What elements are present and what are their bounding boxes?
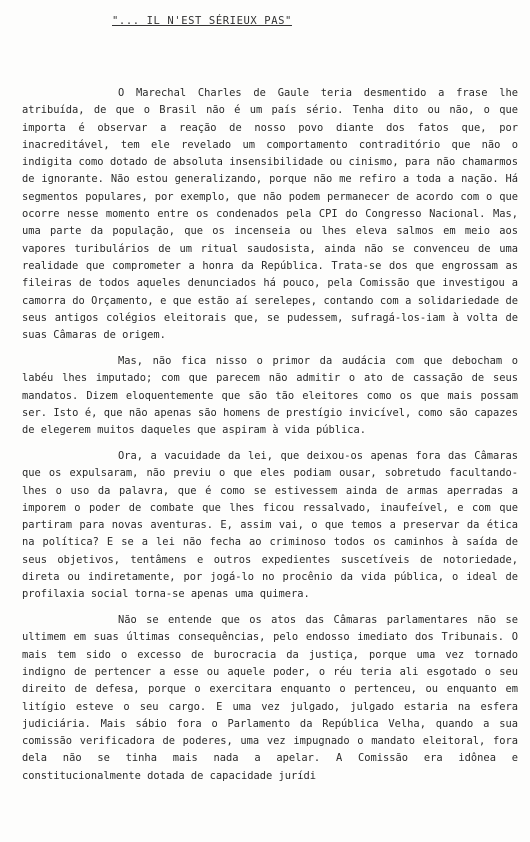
paragraph-3: Ora, a vacuidade da lei, que deixou-os apenas fora das Câmaras que os expulsaram, não previu o que eles podiam ousar, sobretudo facultando-lhes o uso da palavra, que é como se estivessem ainda de armas aperradas a imporem o poder de combate que lhes ficou ressalvado, inaufeível, e com que partiram para novas aventuras. E, assim vai, o que temos a preservar da ética na política? E se a lei não fecha ao criminoso todos os caminhos à saída de seus objetivos, tentâmens e outros expedientes suscetíveis de notoriedade, direta ou indiretamente, por jogá-lo no procênio da vida pública, o ideal de profilaxia social torna-se apenas uma quimera.	[22, 449, 518, 601]
paragraph-2: Mas, não fica nisso o primor da audácia com que debocham o labéu lhes imputado; com que parecem não admitir o ato de cassação de seus mandatos. Dizem eloquentemente que são tão eleitores como os que mais possam ser. Isto é, que não apenas são homens de prestígio invicível, como são capazes de elegerem muitos daqueles que aspiram à vida pública.	[22, 354, 518, 437]
paragraph-4: Não se entende que os atos das Câmaras parlamentares não se ultimem em suas últimas consequências, pelo endosso imediato dos Tribunais. O mais tem sido o excesso de burocracia da justiça, porque uma vez tornado indigno de pertencer a esse ou aquele poder, o réu teria ali esgotado o seu direito de defesa, porque o exercitara enquanto o pertenceu, ou enquanto em litígio esteve o seu cargo. E uma vez julgado, julgado estaria na esfera judiciária. Mais sábio fora o Parlamento da República Velha, quando a sua comissão verificadora de poderes, uma vez impugnado o mandato eleitoral, fora dela não se tinha mais nada a apelar. A Comissão era idônea e constitucionalmente dotada de capacidade jurídi	[22, 614, 518, 782]
document-body	[22, 85, 518, 794]
document-title: "... IL N'EST SÉRIEUX PAS"	[112, 15, 292, 27]
paragraph-1: O Marechal Charles de Gaule teria desmentido a frase lhe atribuída, de que o Brasil não é um país sério. Tenha dito ou não, o que importa é observar a reação de nosso povo diante dos fatos que, por inacreditável, tem ele revelado um comportamento contraditório que não o indigita como dotado de absoluta insensibilidade ou cinismo, para não chamarmos de ignorante. Não estou generalizando, porque não me refiro a toda a nação. Há segmentos populares, por exemplo, que não podem permanecer de acordo com o que ocorre nesse momento entre os condenados pela CPI do Congresso Nacional. Mas, uma parte da população, que os incenseia ou lhes eleva salmos em meio aos vapores turibulários de um ritual saudosista, ainda não se convenceu de uma realidade que comprometer a honra da República. Trata-se dos que engrossam as fileiras de todos aqueles denunciados há pouco, pela Comissão que investigou a camorra do Orçamento, e que estão aí serelepes, contando com a solidariedade de seus antigos colégios eleitorais que, se pudessem, sufragá-los-iam à volta de suas Câmaras de origem.	[22, 87, 518, 342]
